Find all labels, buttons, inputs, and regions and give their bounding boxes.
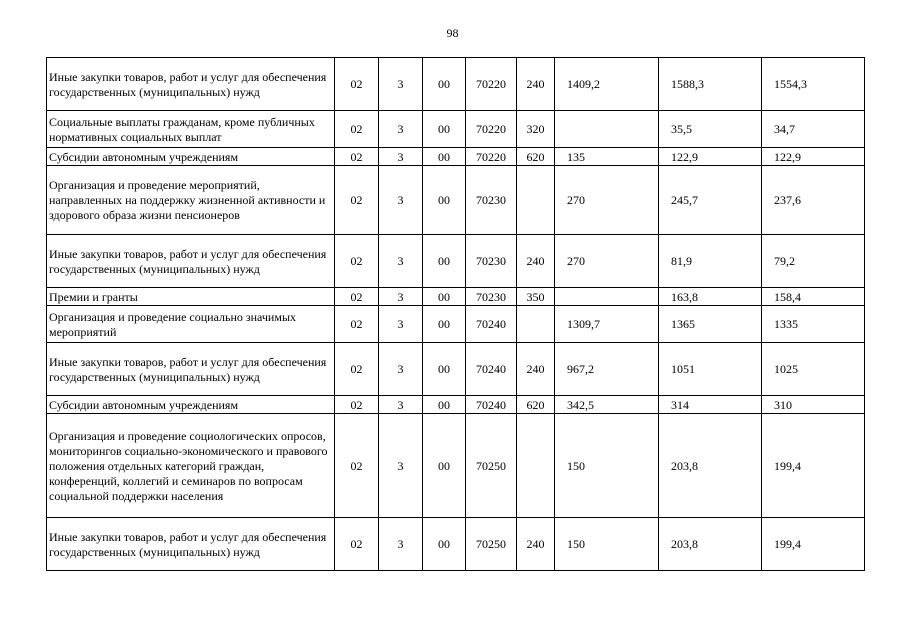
subsection-code: 3 [379, 235, 423, 288]
program-code: 00 [423, 288, 466, 306]
table-row [47, 343, 865, 396]
table-row [47, 235, 865, 288]
expense-type-code: 320 [517, 111, 555, 148]
amount-2: 1365 [659, 306, 762, 343]
program-code: 00 [423, 306, 466, 343]
row-name: Социальные выплаты гражданам, кроме публичных нормативных социальных выплат [47, 111, 335, 148]
page-number: 98 [446, 26, 459, 40]
row-name: Премии и гранты [47, 288, 335, 306]
program-code: 00 [423, 343, 466, 396]
article-code: 70230 [466, 235, 517, 288]
amount-3: 1554,3 [762, 58, 865, 111]
article-code: 70230 [466, 166, 517, 235]
subsection-code: 3 [379, 343, 423, 396]
section-code: 02 [335, 111, 379, 148]
row-name: Иные закупки товаров, работ и услуг для обеспечения государственных (муниципальных) нужд [47, 235, 335, 288]
amount-2: 203,8 [659, 518, 762, 571]
subsection-code: 3 [379, 288, 423, 306]
program-code: 00 [423, 235, 466, 288]
amount-1 [555, 288, 659, 306]
amount-3: 310 [762, 396, 865, 414]
amount-3: 1335 [762, 306, 865, 343]
row-name: Субсидии автономным учреждениям [47, 396, 335, 414]
expense-type-code: 240 [517, 58, 555, 111]
amount-1: 270 [555, 235, 659, 288]
subsection-code: 3 [379, 58, 423, 111]
program-code: 00 [423, 166, 466, 235]
amount-3: 34,7 [762, 111, 865, 148]
section-code: 02 [335, 148, 379, 166]
subsection-code: 3 [379, 518, 423, 571]
section-code: 02 [335, 414, 379, 518]
program-code: 00 [423, 414, 466, 518]
amount-1: 1309,7 [555, 306, 659, 343]
program-code: 00 [423, 518, 466, 571]
amount-3: 122,9 [762, 148, 865, 166]
row-name: Субсидии автономным учреждениям [47, 148, 335, 166]
expense-type-code [517, 414, 555, 518]
expense-type-code: 350 [517, 288, 555, 306]
subsection-code: 3 [379, 414, 423, 518]
amount-1: 342,5 [555, 396, 659, 414]
program-code: 00 [423, 148, 466, 166]
table-row [47, 396, 865, 414]
amount-2: 314 [659, 396, 762, 414]
subsection-code: 3 [379, 148, 423, 166]
row-name: Организация и проведение мероприятий, направленных на поддержку жизненной активности и здорового образа жизни пенсионеров [47, 166, 335, 235]
article-code: 70250 [466, 414, 517, 518]
subsection-code: 3 [379, 166, 423, 235]
section-code: 02 [335, 396, 379, 414]
section-code: 02 [335, 58, 379, 111]
program-code: 00 [423, 396, 466, 414]
table-row [47, 111, 865, 148]
expense-type-code [517, 306, 555, 343]
amount-2: 163,8 [659, 288, 762, 306]
amount-1: 135 [555, 148, 659, 166]
budget-table [46, 57, 865, 571]
article-code: 70220 [466, 58, 517, 111]
row-name: Иные закупки товаров, работ и услуг для обеспечения государственных (муниципальных) нужд [47, 518, 335, 571]
subsection-code: 3 [379, 396, 423, 414]
section-code: 02 [335, 343, 379, 396]
article-code: 70220 [466, 111, 517, 148]
expense-type-code: 620 [517, 396, 555, 414]
amount-1: 967,2 [555, 343, 659, 396]
article-code: 70240 [466, 343, 517, 396]
section-code: 02 [335, 235, 379, 288]
section-code: 02 [335, 166, 379, 235]
section-code: 02 [335, 518, 379, 571]
expense-type-code: 240 [517, 343, 555, 396]
expense-type-code [517, 166, 555, 235]
table-row [47, 148, 865, 166]
table-row [47, 518, 865, 571]
row-name: Организация и проведение социально значимых мероприятий [47, 306, 335, 343]
article-code: 70250 [466, 518, 517, 571]
section-code: 02 [335, 306, 379, 343]
row-name: Организация и проведение социологических опросов, мониторингов социально-экономического и правового положения отдельных категорий граждан, конференций, коллегий и семинаров по вопросам социальной поддержки населения [47, 414, 335, 518]
amount-3: 199,4 [762, 414, 865, 518]
amount-1: 150 [555, 414, 659, 518]
amount-2: 1051 [659, 343, 762, 396]
amount-3: 158,4 [762, 288, 865, 306]
amount-2: 35,5 [659, 111, 762, 148]
amount-1: 270 [555, 166, 659, 235]
amount-1 [555, 111, 659, 148]
row-name: Иные закупки товаров, работ и услуг для обеспечения государственных (муниципальных) нужд [47, 58, 335, 111]
table-row [47, 166, 865, 235]
table-row [47, 288, 865, 306]
table-body [47, 58, 865, 571]
program-code: 00 [423, 58, 466, 111]
amount-2: 203,8 [659, 414, 762, 518]
subsection-code: 3 [379, 111, 423, 148]
article-code: 70240 [466, 396, 517, 414]
amount-2: 1588,3 [659, 58, 762, 111]
program-code: 00 [423, 111, 466, 148]
amount-3: 79,2 [762, 235, 865, 288]
amount-1: 1409,2 [555, 58, 659, 111]
expense-type-code: 240 [517, 235, 555, 288]
amount-1: 150 [555, 518, 659, 571]
amount-2: 122,9 [659, 148, 762, 166]
table-row [47, 306, 865, 343]
amount-2: 245,7 [659, 166, 762, 235]
subsection-code: 3 [379, 306, 423, 343]
expense-type-code: 240 [517, 518, 555, 571]
article-code: 70240 [466, 306, 517, 343]
amount-3: 199,4 [762, 518, 865, 571]
section-code: 02 [335, 288, 379, 306]
article-code: 70220 [466, 148, 517, 166]
article-code: 70230 [466, 288, 517, 306]
row-name: Иные закупки товаров, работ и услуг для обеспечения государственных (муниципальных) нужд [47, 343, 335, 396]
amount-2: 81,9 [659, 235, 762, 288]
expense-type-code: 620 [517, 148, 555, 166]
table-row [47, 58, 865, 111]
table-row [47, 414, 865, 518]
amount-3: 237,6 [762, 166, 865, 235]
amount-3: 1025 [762, 343, 865, 396]
